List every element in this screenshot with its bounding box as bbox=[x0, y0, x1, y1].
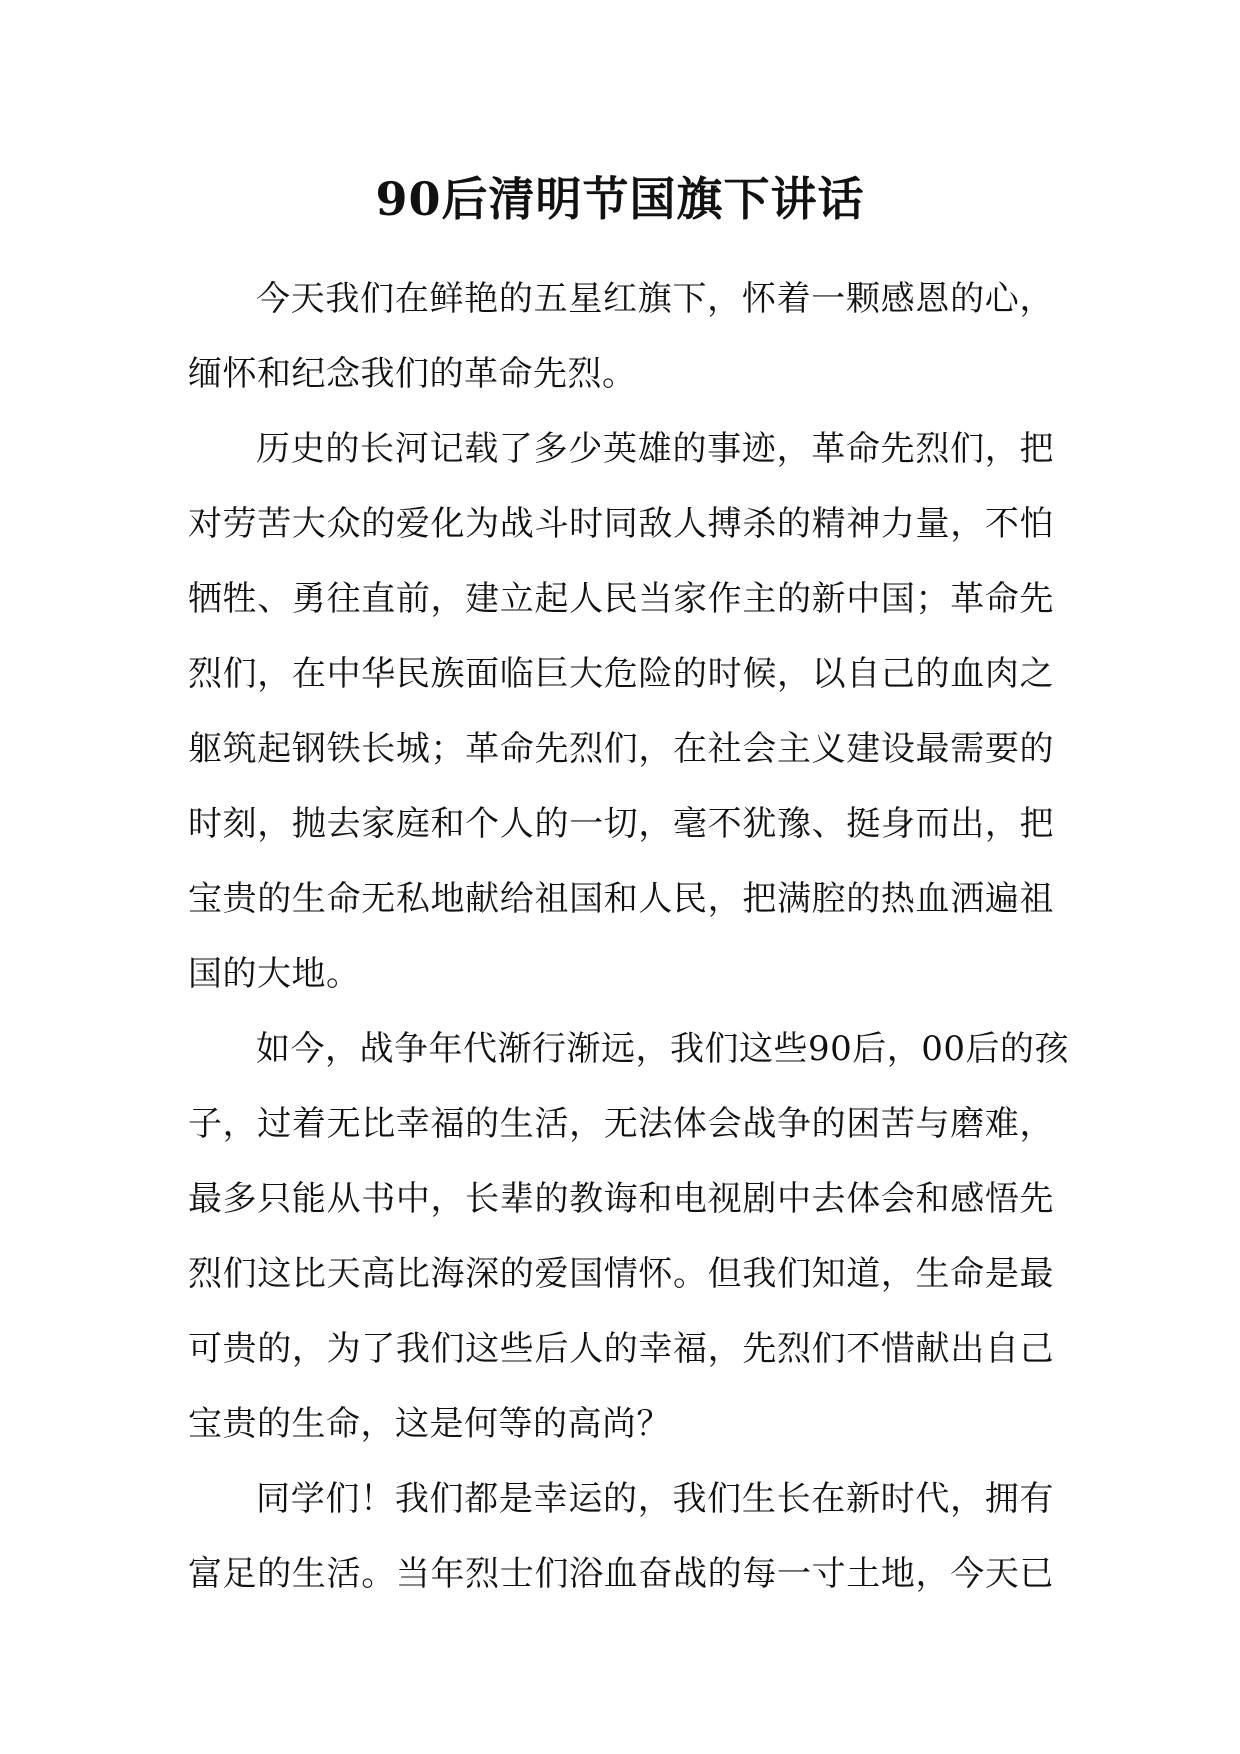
text-line: 同学们！我们都是幸运的，我们生长在新时代，拥有 bbox=[256, 1479, 1054, 1519]
text-line: 富足的生活。当年烈士们浴血奋战的每一寸土地，今天已 bbox=[188, 1554, 1054, 1594]
text-line: 如今，战争年代渐行渐远，我们这些90后，00后的孩 bbox=[256, 1029, 1070, 1069]
text-line: 宝贵的生命，这是何等的高尚？ bbox=[188, 1404, 671, 1444]
text-line: 烈们，在中华民族面临巨大危险的时候，以自己的血肉之 bbox=[188, 654, 1054, 694]
paragraph-4 bbox=[188, 1462, 1054, 1612]
text-line: 牺牲、勇往直前，建立起人民当家作主的新中国；革命先 bbox=[188, 579, 1054, 619]
text-line: 烈们这比天高比海深的爱国情怀。但我们知道，生命是最 bbox=[188, 1254, 1054, 1294]
paragraph-2 bbox=[188, 412, 1054, 1012]
paragraph-3 bbox=[188, 1012, 1070, 1462]
text-line: 宝贵的生命无私地献给祖国和人民，把满腔的热血洒遍祖 bbox=[188, 879, 1054, 919]
text-line: 可贵的，为了我们这些后人的幸福，先烈们不惜献出自己 bbox=[188, 1329, 1054, 1369]
text-line: 对劳苦大众的爱化为战斗时同敌人搏杀的精神力量，不怕 bbox=[188, 504, 1054, 544]
text-line: 历史的长河记载了多少英雄的事迹，革命先烈们，把 bbox=[256, 429, 1054, 469]
document-title: 90后清明节国旗下讲话 bbox=[375, 172, 865, 226]
text-line: 国的大地。 bbox=[188, 954, 361, 994]
text-line: 最多只能从书中，长辈的教诲和电视剧中去体会和感悟先 bbox=[188, 1179, 1054, 1219]
text-line: 缅怀和纪念我们的革命先烈。 bbox=[188, 354, 637, 394]
text-line: 今天我们在鲜艳的五星红旗下，怀着一颗感恩的心， bbox=[256, 279, 1054, 319]
text-line: 时刻，抛去家庭和个人的一切，毫不犹豫、挺身而出，把 bbox=[188, 804, 1054, 844]
paragraph-1 bbox=[188, 262, 1054, 412]
document-body bbox=[188, 262, 1070, 1612]
text-line: 躯筑起钢铁长城；革命先烈们，在社会主义建设最需要的 bbox=[188, 729, 1054, 769]
text-line: 子，过着无比幸福的生活，无法体会战争的困苦与磨难， bbox=[188, 1104, 1054, 1144]
